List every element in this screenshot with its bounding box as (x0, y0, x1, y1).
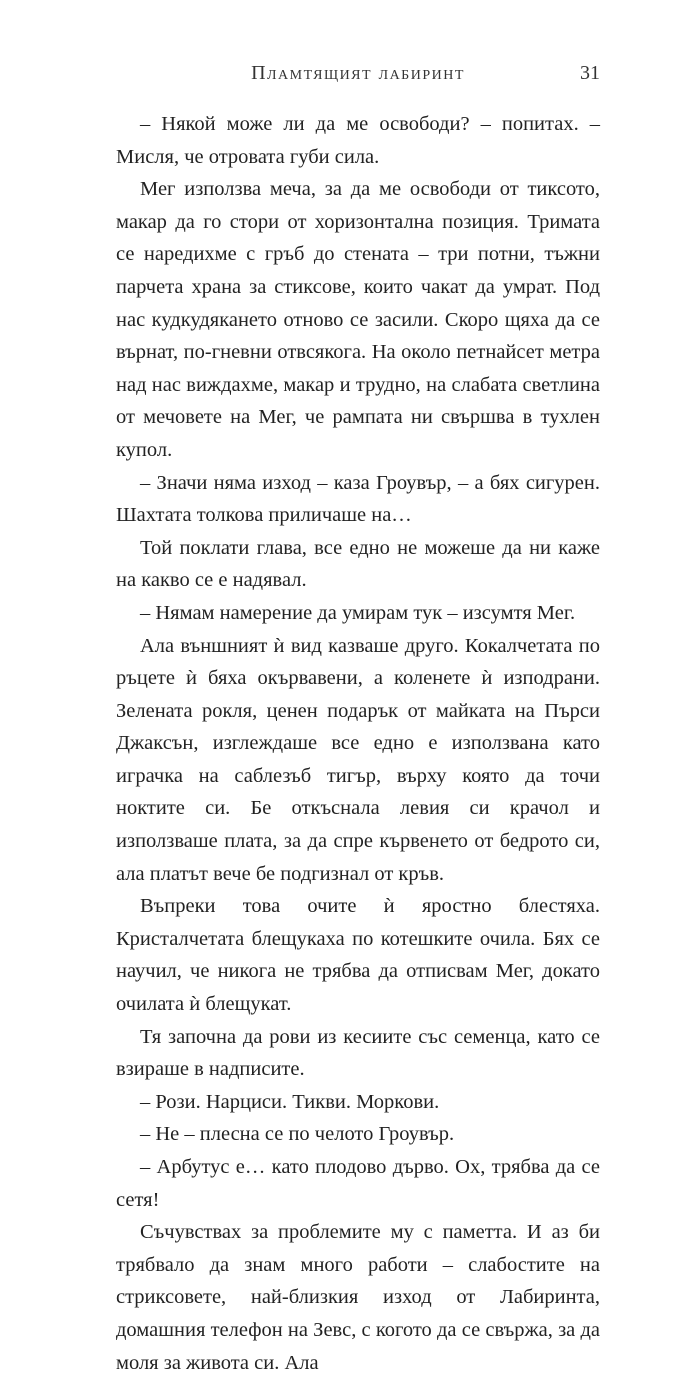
paragraph: – Значи няма изход – каза Гроувър, – а бях сигурен. Шахтата толкова приличаше на… (116, 471, 600, 527)
page-number: 31 (580, 62, 600, 84)
paragraph: – Рози. Нарциси. Тикви. Моркови. (140, 1090, 440, 1113)
running-title: Пламтящият лабиринт (251, 62, 465, 84)
paragraph: – Не – плесна се по челото Гроувър. (140, 1123, 455, 1146)
page-header (116, 62, 600, 96)
paragraph: Мег използва меча, за да ме освободи от тиксото, макар да го стори от хоризонтална позиция. Тримата се наредихме с гръб до стената – три потни, тъжни парчета храна за стиксове, които чакат да умрат. Под нас кудкудякането отново се засили. Скоро щяха да се върнат, по-гневни отвсякога. На около петнайсет метра над нас виждахме, макар и трудно, на слабата светлина от мечовете на Мег, че рампата ни свършва в тухлен купол. (116, 178, 600, 461)
paragraph: – Арбутус е… като плодово дърво. Ох, трябва да се сетя! (116, 1156, 600, 1211)
paragraph: Ала външният ѝ вид казваше друго. Кокалчетата по ръцете ѝ бяха окървавени, а коленете ѝ изподрани. Зелената рокля, ценен подарък от майката на Пърси Джаксън, изглеждаше все едно е използвана като играчка на саблезъб тигър, върху която да точи ноктите си. Бе откъснала левия си крачол и използваше плата, за да спре кървенето от бедрото си, ала платът вече бе подгизнал от кръв. (116, 634, 600, 885)
paragraph: Въпреки това очите ѝ яростно блестяха. Кристалчетата блещукаха по котешките очила. Бях се научил, че никога не трябва да отписвам Мег, докато очилата ѝ блещукат. (116, 895, 600, 1016)
paragraph: Съчувствах за проблемите му с паметта. И аз би трябвало да знам много работи – слабостите на стриксовете, най-близкия изход от Лабиринта, домашния телефон на Зевс, с когото да се свържа, за да моля за живота си. Ала (116, 1221, 600, 1374)
body-text (116, 108, 600, 1379)
paragraph: Той поклати глава, все едно не можеше да ни каже на какво се е надявал. (116, 536, 600, 592)
paragraph: Тя започна да рови из кесиите със семенца, като се взираше в надписите. (116, 1025, 600, 1081)
paragraph: – Нямам намерение да умирам тук – изсумтя Мег. (140, 601, 576, 624)
paragraph: – Някой може ли да ме освободи? – попитах. – Мисля, че отровата губи сила. (116, 113, 600, 168)
